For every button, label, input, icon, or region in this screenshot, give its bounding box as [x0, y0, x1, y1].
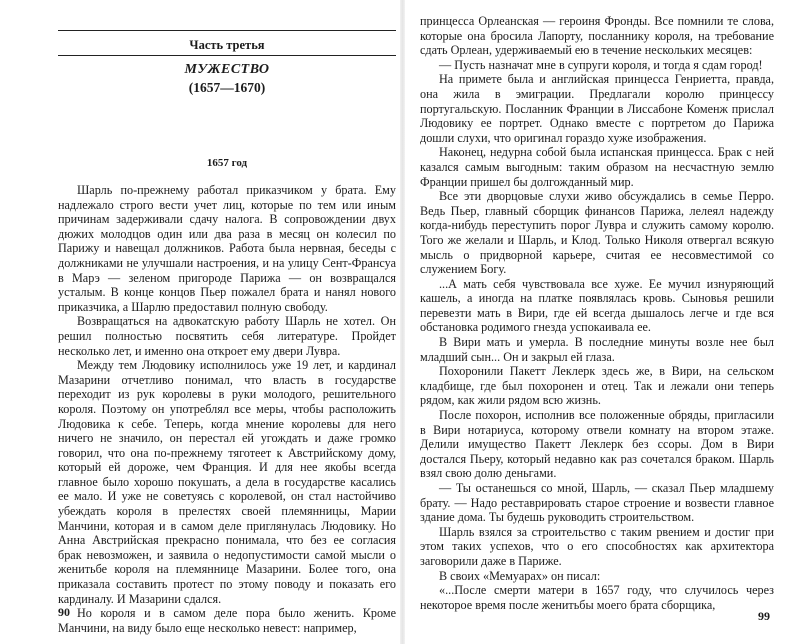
paragraph: — Ты останешься со мной, Шарль, — сказал Пьер младшему брату. — Надо реставрировать старое строение и возвести главное здание дома. Ты будешь руководить строительством.: [420, 481, 774, 525]
right-page-number: 99: [758, 609, 770, 623]
paragraph: В своих «Мемуарах» он писал:: [439, 568, 601, 583]
paragraph: Шарль взялся за строительство с таким рвением и достиг при этом таких успехов, что о его способностях как архитектора заговорили даже в Париже.: [420, 524, 774, 568]
chapter-heading: 1657 год: [206, 157, 248, 169]
paragraph: После похорон, исполнив все положенные обряды, пригласили в Вири нотариуса, которому отвели комнату на втором этаже. Делили имущество Пакетт Леклерк без ссоры. Дом в Вири достался Пьеру, который недавно как раз сочетался браком. Шарль взял свою долю деньгами.: [420, 408, 774, 481]
paragraph: Возвращаться на адвокатскую работу Шарль не хотел. Он решил полностью посвятить себя литературе. Пройдет несколько лет, и именно она откроет ему двери Лувра.: [58, 314, 396, 358]
paragraph: — Пусть назначат мне в супруги короля, и тогда я сдам город!: [439, 57, 763, 72]
right-body-text: [420, 14, 774, 612]
paragraph: Похоронили Пакетт Леклерк здесь же, в Вири, на сельском кладбище, где был похоронен и отец. Так и лежали они теперь рядом, как жили рядом всю жизнь.: [420, 364, 774, 408]
right-page: [404, 0, 800, 644]
paragraph: ...А мать себя чувствовала все хуже. Ее мучил изнуряющий кашель, а иногда на платке появлялась кровь. Сыновья решили перевезти мать в Вири, где ей всегда дышалось легче и где вся обстановка родимого гнезда успокаивала ее.: [420, 276, 774, 335]
left-page-number: 90: [58, 605, 70, 619]
part-years: (1657—1670): [188, 80, 266, 95]
paragraph: Шарль по-прежнему работал приказчиком у брата. Ему надлежало строго вести учет лиц, которые по тем или иным причинам задерживали сдачу налога. В сопровождении двух дюжих молодцов один или два раза в месяц он колесил по Парижу и навещал должников. Работа была нервная, беседы с должниками не улучшали настроения, и на улицу Сент-Франсуа в Марэ — зеленом пригороде Парижа — он возвращался усталым. В конце концов Пьер пожалел брата и нанял нового приказчика, а Шарлю предоставил полную свободу.: [58, 183, 396, 314]
part-label: Часть третья: [189, 38, 265, 52]
paragraph: Наконец, недурна собой была испанская принцесса. Брак с ней казался самым выгодным: таким образом на несчастную землю Франции пришел бы долгожданный мир.: [420, 145, 774, 189]
paragraph: Все эти дворцовые слухи живо обсуждались в семье Перро. Ведь Пьер, главный сборщик финансов Парижа, лелеял надежду когда-нибудь переступить порог Лувра и служить самому королю. Того же желали и Шарль, и Клод. Только Николя отвергал всякую мысль о придворной карьере, считая ее несовместимой со служением Богу.: [420, 189, 774, 277]
paragraph: В Вири мать и умерла. В последние минуты возле нее был младший сын... Он и закрыл ей глаза.: [420, 335, 774, 364]
paragraph: «...После смерти матери в 1657 году, что случилось через некоторое время после женитьбы моего брата сборщика,: [420, 583, 774, 612]
paragraph: На примете была и английская принцесса Генриетта, правда, она жила в эмиграции. Предлагали королю принцессу португальскую. Посланник Франции в Лиссабоне Коменж прислал Людовику ее портрет. Однако вместе с портретом до Парижа дошли слухи, что оригинал гораздо хуже изображения.: [420, 72, 774, 145]
paragraph: Но короля и в самом деле пора было женить. Кроме Манчини, на виду было еще несколько невест: например,: [58, 606, 396, 635]
paragraph: Между тем Людовику исполнилось уже 19 лет, и кардинал Мазарини отчетливо понимал, что власть в государстве переходит из рук королевы в руки молодого, решительного короля. Поэтому он употреблял все меры, чтобы расположить Людовика к себе. Теперь, когда мнение королевы для него ничего не значило, он перестал ей угождать и даже громко говорил, что она по-прежнему тяготеет к Австрийскому дому, который ей дороже, чем Франция. И для нее якобы всегда главное было хорошо покушать, а дела в государстве касались ее мало. И уже не советуясь с королевой, он стал настойчиво убеждать короля в прелестях своей племянницы, Марии Манчини, которая и в самом деле приглянулась Людовику. Но Анна Австрийская прекрасно понимала, что без ее согласия брак невозможен, и заявила о недопустимости самой мысли о женитьбе короля на племяннице Мазарини. Более того, она приказала составить протест по этому поводу и показать его кардиналу. И Мазарини сдался.: [58, 358, 396, 606]
title-rule: [58, 55, 396, 56]
left-body-text: [58, 183, 396, 635]
top-rule: [58, 30, 396, 31]
paragraph: принцесса Орлеанская — героиня Фронды. Все помнили те слова, которые она бросила Лапорту, посланнику короля, на требование сдать Орлеан, удерживаемый ею в течение нескольких месяцев:: [420, 14, 774, 58]
part-title: МУЖЕСТВО: [184, 62, 270, 77]
